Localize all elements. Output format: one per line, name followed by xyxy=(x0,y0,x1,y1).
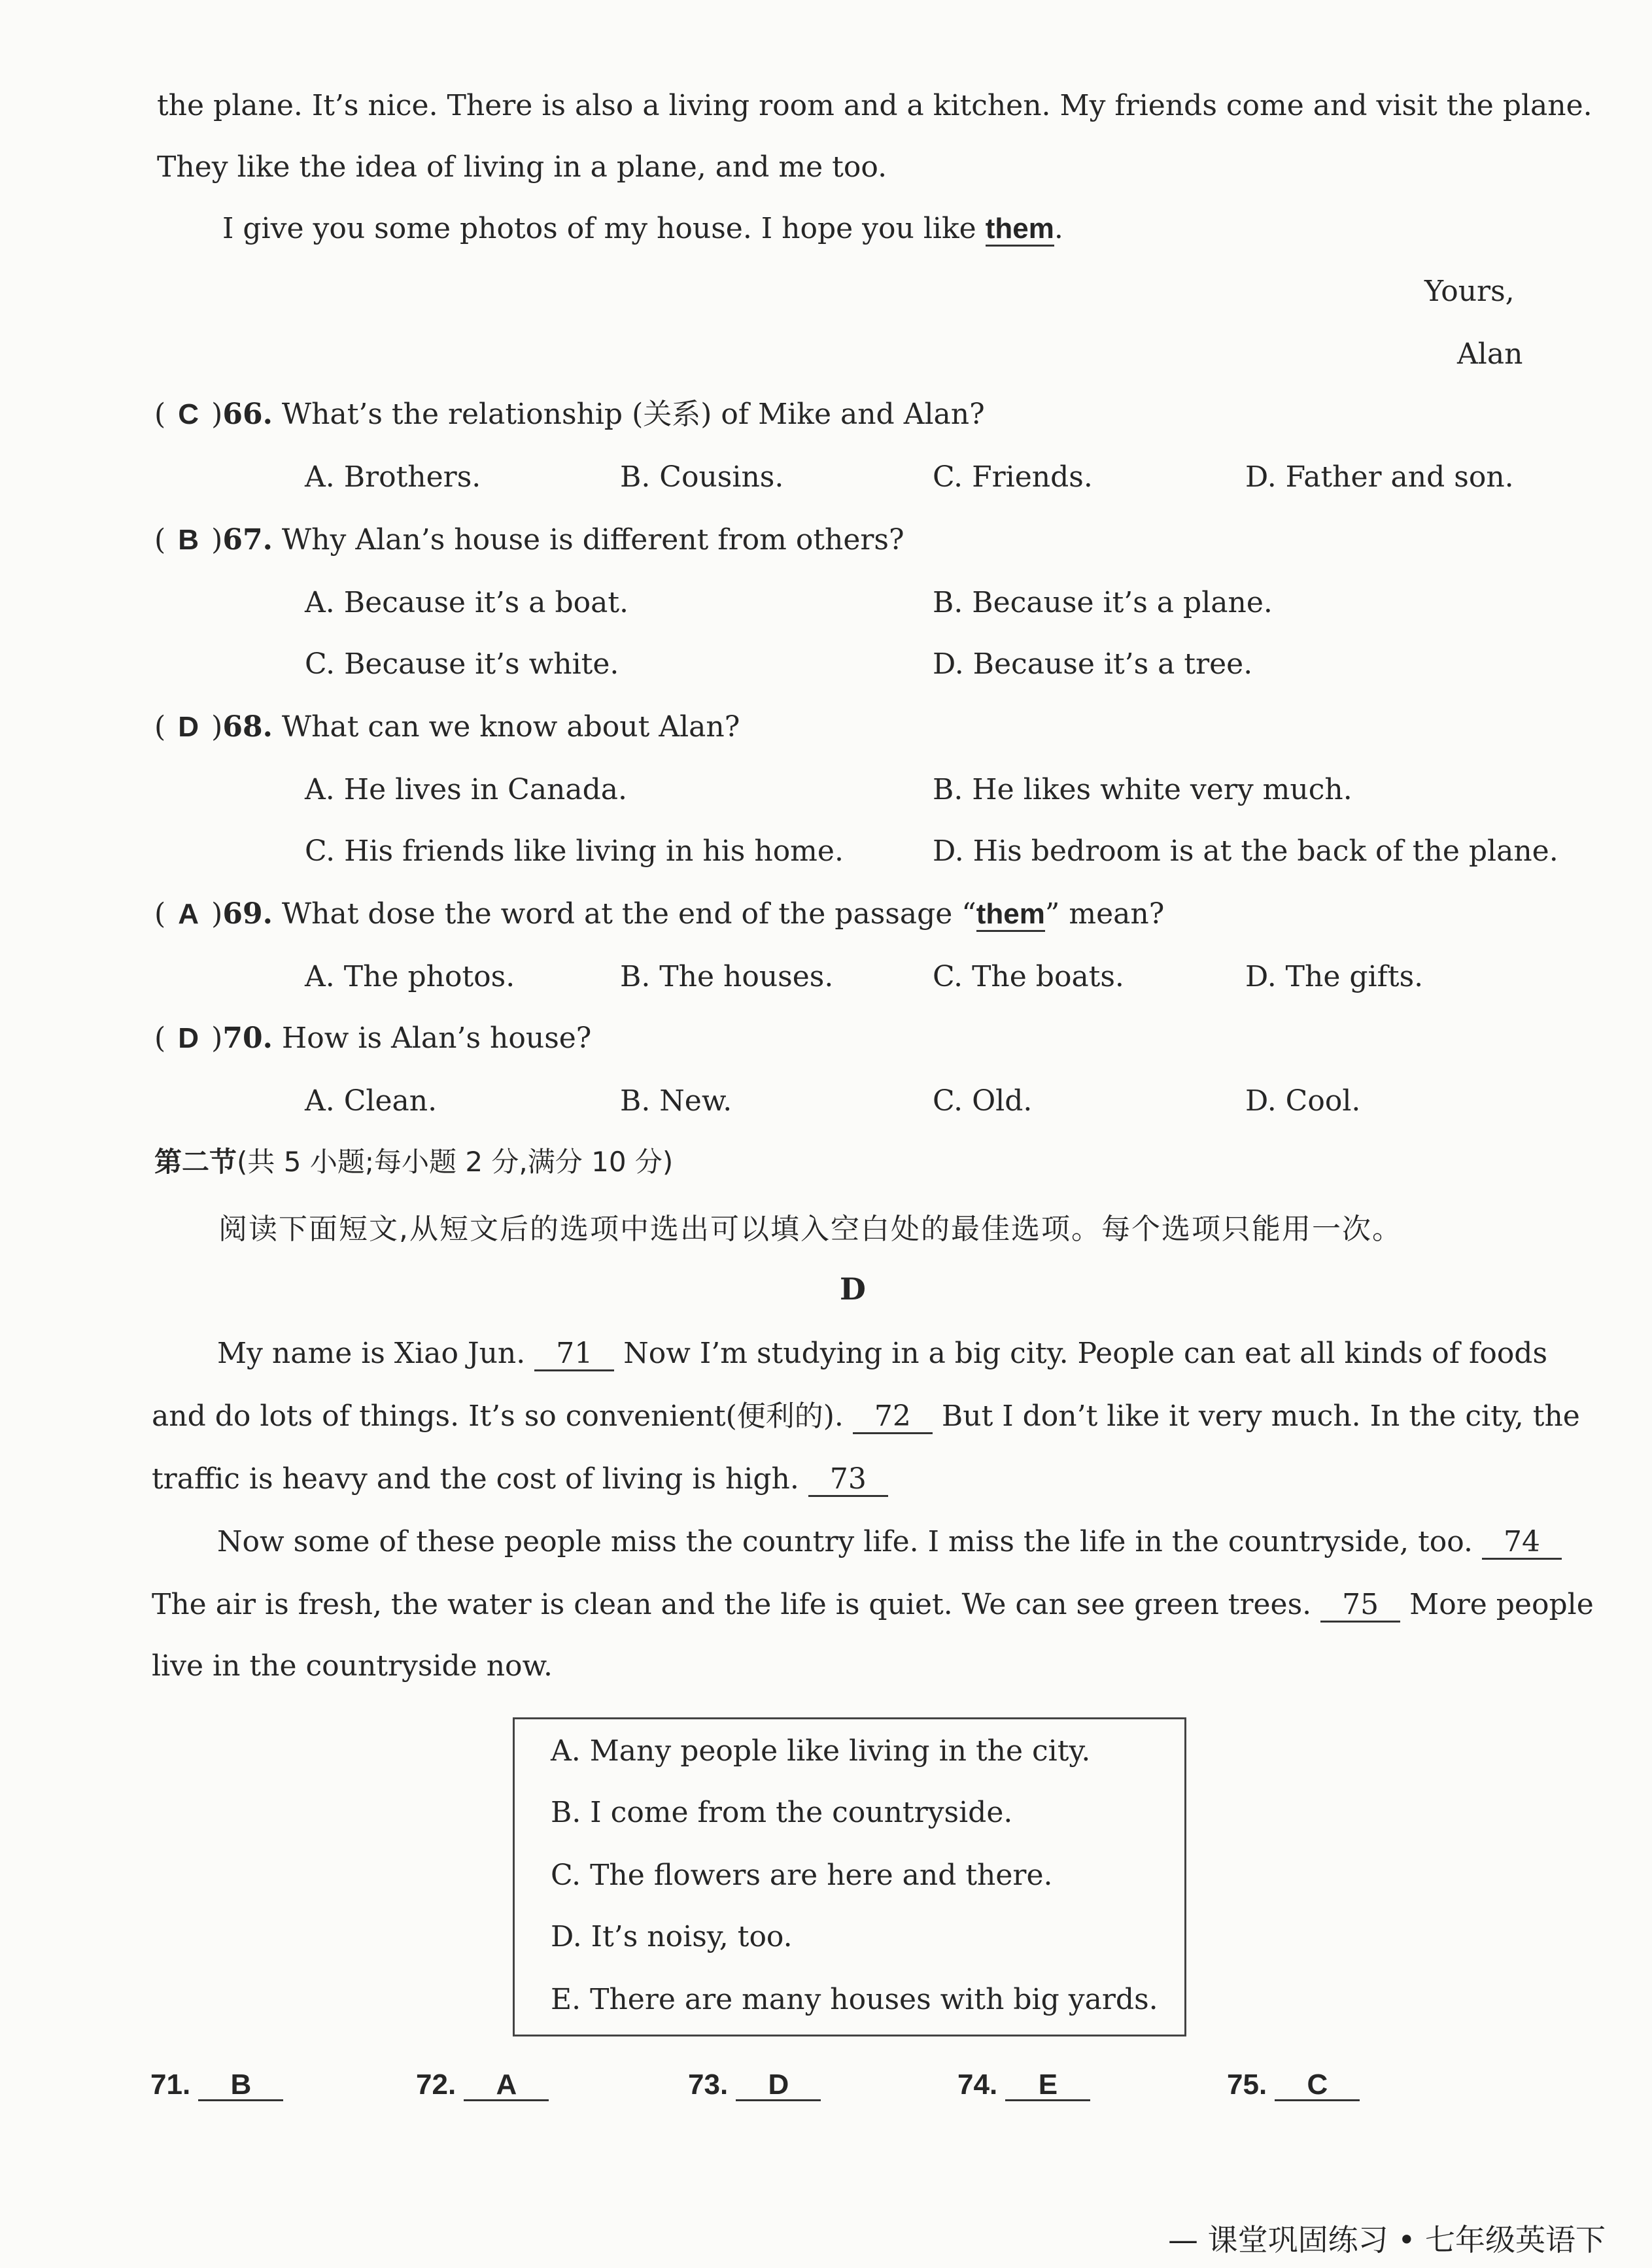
question-stem: ” mean? xyxy=(1044,897,1165,931)
passage-line xyxy=(217,1338,1547,1371)
option-b: B. New. xyxy=(620,1084,732,1118)
text: More people xyxy=(1409,1588,1594,1621)
letter-closing: Yours, xyxy=(1424,275,1515,308)
text: My name is Xiao Jun. xyxy=(217,1337,526,1370)
underlined-word: them xyxy=(986,213,1054,247)
blank-72: 72 xyxy=(853,1401,933,1434)
option-a: A. The photos. xyxy=(305,960,515,993)
option-c: C. Because it’s white. xyxy=(305,647,619,681)
choice-b: B. I come from the countryside. xyxy=(551,1796,1013,1829)
passage-line xyxy=(152,1589,1594,1623)
choice-d: D. It’s noisy, too. xyxy=(551,1920,793,1953)
passage-label: D xyxy=(840,1271,866,1307)
answer-value: A xyxy=(464,2070,549,2101)
option-b: B. The houses. xyxy=(620,960,834,993)
question-70: ( D )70. How is Alan’s house? xyxy=(154,1022,592,1055)
option-d: D. Cool. xyxy=(1245,1084,1361,1118)
question-number: 70. xyxy=(222,1022,273,1055)
text: traffic is heavy and the cost of living is high. xyxy=(152,1462,799,1496)
answer-74 xyxy=(957,2070,1090,2101)
page-footer: — 课堂巩固练习 • 七年级英语下 xyxy=(1168,2222,1606,2258)
option-a: A. Because it’s a boat. xyxy=(305,586,629,619)
option-d: D. Father and son. xyxy=(1245,460,1514,494)
option-a: A. Brothers. xyxy=(305,460,481,494)
underlined-word: them xyxy=(976,898,1045,932)
passage-line: the plane. It’s nice. There is also a living room and a kitchen. My friends come and visit the plane. xyxy=(157,89,1592,122)
answer-mark: D xyxy=(178,711,199,743)
option-a: A. Clean. xyxy=(305,1084,438,1118)
answer-value: D xyxy=(736,2070,821,2101)
answer-72 xyxy=(416,2070,549,2101)
answer-73 xyxy=(688,2070,821,2101)
text: The air is fresh, the water is clean and the life is quiet. We can see green trees. xyxy=(152,1588,1312,1621)
answer-number: 72. xyxy=(416,2069,456,2101)
text: Now some of these people miss the country life. I miss the life in the countryside, too. xyxy=(217,1525,1473,1558)
answer-75 xyxy=(1227,2070,1360,2101)
answer-value: C xyxy=(1275,2070,1360,2101)
question-stem: What’s the relationship (关系) of Mike and Alan? xyxy=(281,398,985,431)
answer-number: 71. xyxy=(150,2069,191,2101)
passage-line: live in the countryside now. xyxy=(152,1649,553,1683)
section-instruction: 阅读下面短文,从短文后的选项中选出可以填入空白处的最佳选项。每个选项只能用一次。 xyxy=(218,1212,1402,1246)
question-69: ( A )69. What dose the word at the end of the passage “them” mean? xyxy=(154,897,1165,931)
option-c: C. The boats. xyxy=(933,960,1124,993)
option-c: C. Old. xyxy=(933,1084,1033,1118)
question-number: 66. xyxy=(222,398,273,431)
answer-number: 75. xyxy=(1227,2069,1267,2101)
answer-mark: D xyxy=(178,1022,199,1054)
passage-line xyxy=(217,1526,1562,1560)
section-title: 第二节 xyxy=(154,1146,237,1178)
option-d: D. His bedroom is at the back of the plane. xyxy=(933,834,1558,868)
letter-signature: Alan xyxy=(1457,337,1523,371)
question-stem: What dose the word at the end of the passage “ xyxy=(281,897,976,931)
answer-mark: B xyxy=(178,524,199,556)
answer-71 xyxy=(150,2070,283,2101)
question-number: 69. xyxy=(222,897,273,931)
blank-73: 73 xyxy=(808,1464,888,1497)
question-68: ( D )68. What can we know about Alan? xyxy=(154,710,740,744)
choice-a: A. Many people like living in the city. xyxy=(551,1734,1091,1768)
option-d: D. The gifts. xyxy=(1245,960,1424,993)
blank-75: 75 xyxy=(1320,1589,1400,1623)
question-stem: Why Alan’s house is different from others? xyxy=(281,523,904,557)
option-d: D. Because it’s a tree. xyxy=(933,647,1253,681)
answer-mark: A xyxy=(178,898,199,930)
question-67: ( B )67. Why Alan’s house is different from others? xyxy=(154,523,904,557)
option-a: A. He lives in Canada. xyxy=(305,773,628,806)
question-number: 68. xyxy=(222,710,273,744)
choice-c: C. The flowers are here and there. xyxy=(551,1859,1053,1892)
option-c: C. His friends like living in his home. xyxy=(305,834,844,868)
text: But I don’t like it very much. In the city, the xyxy=(941,1400,1580,1433)
section-info: (共 5 小题;每小题 2 分,满分 10 分) xyxy=(237,1146,674,1178)
question-stem: How is Alan’s house? xyxy=(281,1022,592,1055)
text: I give you some photos of my house. I hope you like xyxy=(222,212,986,245)
text: Now I’m studying in a big city. People can eat all kinds of foods xyxy=(623,1337,1548,1370)
text: . xyxy=(1054,212,1063,245)
question-66: ( C )66. What’s the relationship (关系) of Mike and Alan? xyxy=(154,398,985,431)
question-number: 67. xyxy=(222,523,273,557)
option-c: C. Friends. xyxy=(933,460,1093,494)
blank-74: 74 xyxy=(1482,1526,1562,1560)
passage-line xyxy=(152,1401,1580,1434)
question-stem: What can we know about Alan? xyxy=(281,710,740,744)
answer-mark: C xyxy=(178,398,199,430)
section-heading xyxy=(154,1148,673,1176)
answer-value: E xyxy=(1005,2070,1090,2101)
answer-value: B xyxy=(198,2070,283,2101)
choice-e: E. There are many houses with big yards. xyxy=(551,1983,1158,2016)
option-b: B. He likes white very much. xyxy=(933,773,1352,806)
answer-number: 73. xyxy=(688,2069,729,2101)
blank-71: 71 xyxy=(534,1338,614,1371)
option-b: B. Cousins. xyxy=(620,460,784,494)
passage-line xyxy=(222,212,1063,245)
passage-line xyxy=(152,1464,888,1497)
passage-line: They like the idea of living in a plane, and me too. xyxy=(157,150,887,184)
text: and do lots of things. It’s so convenient(便利的). xyxy=(152,1400,844,1433)
answer-number: 74. xyxy=(957,2069,998,2101)
option-b: B. Because it’s a plane. xyxy=(933,586,1273,619)
